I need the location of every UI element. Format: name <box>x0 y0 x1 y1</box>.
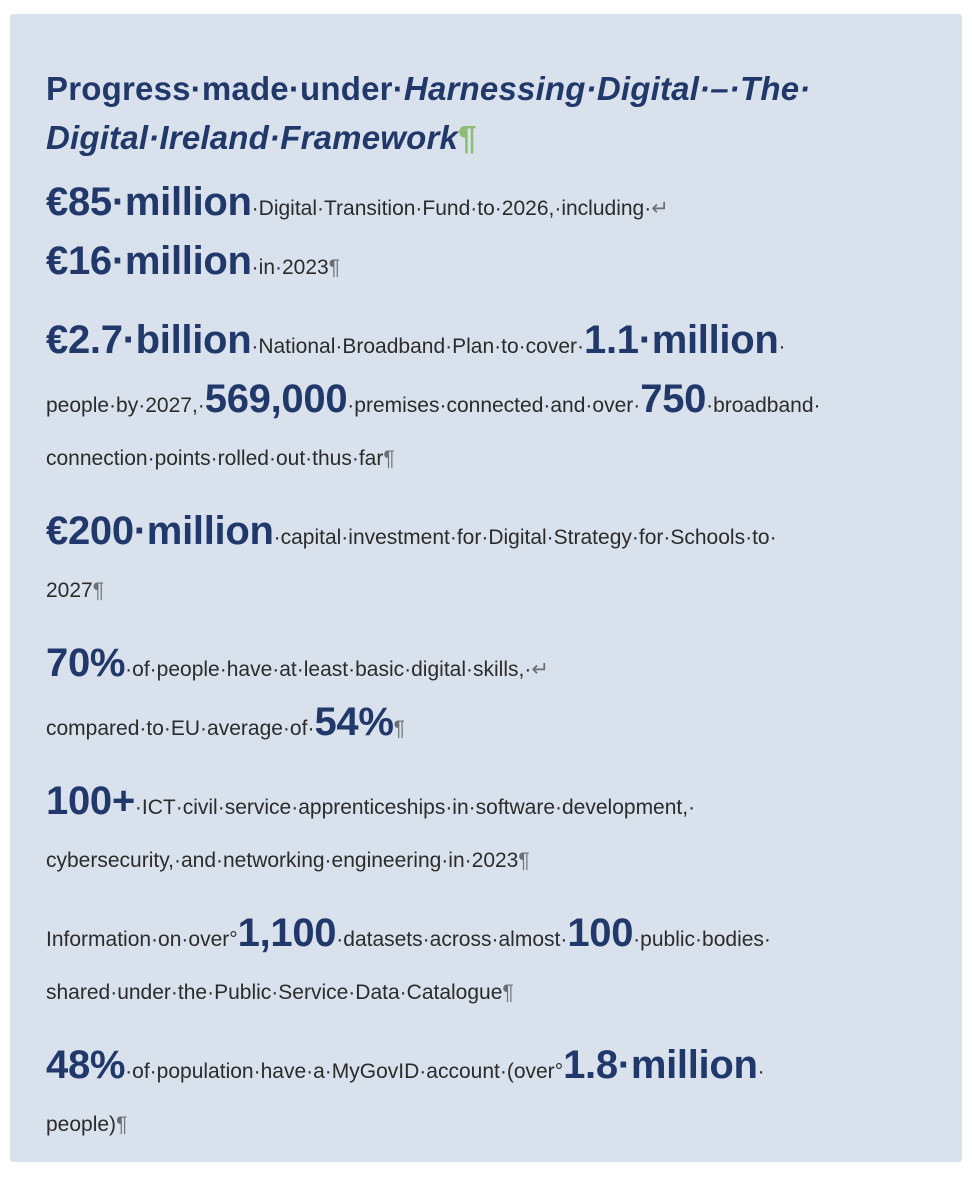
stat-paragraph <box>46 775 944 887</box>
stat-value: €2.7·billion <box>46 318 252 362</box>
stat-text: · <box>757 1060 765 1083</box>
stat-text: ·of·people·have·at·least·basic·digital·skills,· <box>125 658 532 681</box>
stat-paragraph <box>46 314 944 485</box>
stat-text: ·Digital·Transition·Fund·to·2026,·including· <box>251 197 652 220</box>
stat-value: €85·million <box>46 180 252 224</box>
document-heading <box>46 64 944 162</box>
stat-text: connection·points·rolled·out·thus·far <box>46 447 384 470</box>
stat-text: ·of·population·have·a·MyGovID·account·(over <box>125 1060 555 1083</box>
stat-text: ·National·Broadband·Plan·to·cover· <box>251 335 584 358</box>
stat-text: shared·under·the·Public·Service·Data·Catalogue <box>46 981 503 1004</box>
pilcrow-mark: ¶ <box>458 119 477 156</box>
stat-text: ·in·2023 <box>251 256 329 279</box>
stats-paragraph-list <box>46 176 944 1151</box>
heading-italic-text: Digital·Ireland·Framework <box>46 119 459 156</box>
stat-value: €200·million <box>46 509 274 553</box>
pilcrow-mark: ¶ <box>502 981 514 1004</box>
pilcrow-mark: ¶ <box>393 717 405 740</box>
pilcrow-mark: ¶ <box>116 1113 128 1136</box>
stat-value: 750 <box>640 377 707 421</box>
stat-paragraph <box>46 176 944 294</box>
pilcrow-mark: ¶ <box>383 447 395 470</box>
stat-value: 70% <box>46 641 126 685</box>
stat-text: 2027 <box>46 579 93 602</box>
stat-text: people·by·2027,· <box>46 394 205 417</box>
stat-value: 48% <box>46 1043 126 1087</box>
stat-text: cybersecurity,·and·networking·engineering·in·2023 <box>46 849 519 872</box>
heading-text: Progress·made·under· <box>46 70 404 107</box>
stat-value: 100 <box>567 911 634 955</box>
stat-value: 100+ <box>46 779 135 823</box>
stat-paragraph <box>46 637 944 755</box>
stat-text: ·capital·investment·for·Digital·Strategy·for·Schools·to· <box>273 526 777 549</box>
pilcrow-mark: ¶ <box>518 849 530 872</box>
stat-paragraph <box>46 1039 944 1151</box>
stat-text: · <box>778 335 786 358</box>
stat-value: 1.8·million <box>563 1043 758 1087</box>
stat-value: 569,000 <box>204 377 348 421</box>
heading-italic-text: Harnessing·Digital·–·The· <box>403 70 811 107</box>
stats-card <box>10 14 962 1162</box>
stat-text: ·public·bodies· <box>633 928 771 951</box>
pilcrow-mark: ¶ <box>92 579 104 602</box>
nbsp-mark: ° <box>229 928 238 951</box>
line-break-mark: ↵ <box>531 658 549 681</box>
stat-value: €16·million <box>46 239 252 283</box>
stat-text: compared·to·EU·average·of· <box>46 717 315 740</box>
stat-text: ·datasets·across·almost· <box>336 928 568 951</box>
stat-text: Information·on·over <box>46 928 230 951</box>
stat-paragraph <box>46 907 944 1019</box>
stat-value: 1,100 <box>237 911 337 955</box>
stat-text: people) <box>46 1113 117 1136</box>
stat-paragraph <box>46 505 944 617</box>
nbsp-mark: ° <box>554 1060 564 1083</box>
stat-text: ·premises·connected·and·over· <box>347 394 641 417</box>
stat-text: ·broadband· <box>706 394 821 417</box>
stat-text: ·ICT·civil·service·apprenticeships·in·software·development,· <box>134 796 696 819</box>
line-break-mark: ↵ <box>651 197 669 220</box>
stat-value: 1.1·million <box>584 318 779 362</box>
pilcrow-mark: ¶ <box>328 256 340 279</box>
stat-value: 54% <box>314 700 394 744</box>
